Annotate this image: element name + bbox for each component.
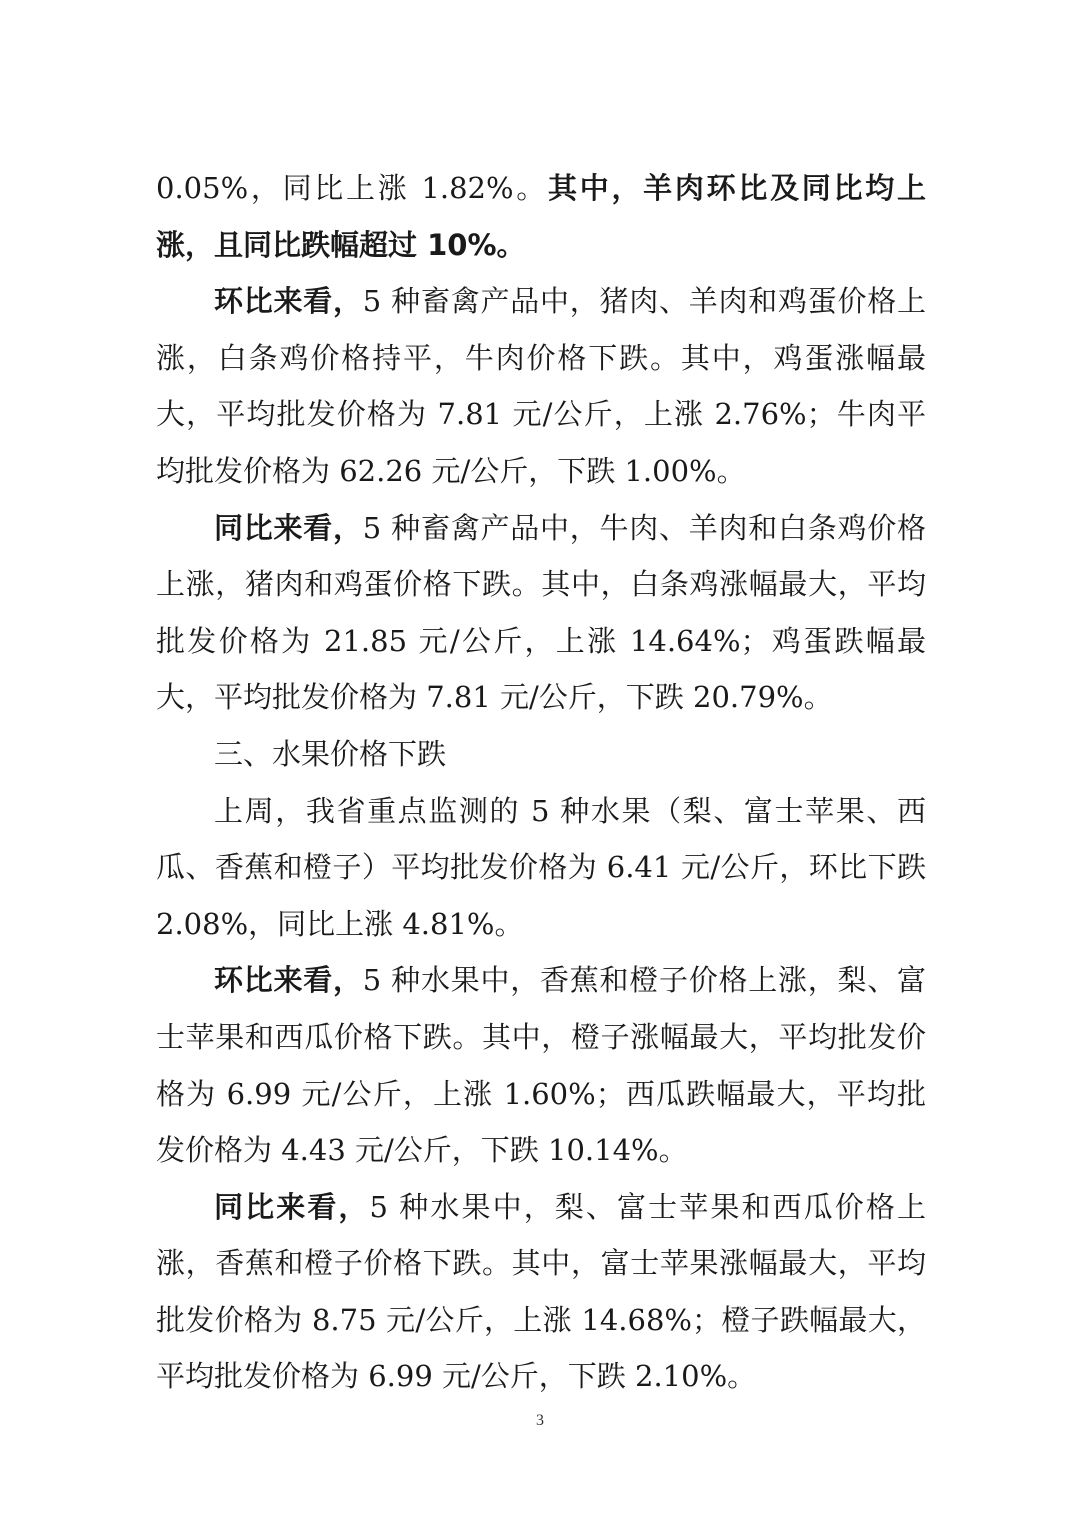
section-heading-fruit: 三、水果价格下跌 bbox=[214, 736, 447, 771]
paragraph-text: 5 种水果中，香蕉和橙子价格上涨，梨、富士苹果和西瓜价格下跌。其中，橙子涨幅最大，平均批发价格为 6.99 元/公斤，上涨 1.60%；西瓜跌幅最大，平均批发价格为 4.43 元/公斤，下跌 10.14%。 bbox=[156, 963, 926, 1168]
paragraph-text: 上周，我省重点监测的 5 种水果（梨、富士苹果、西瓜、香蕉和橙子）平均批发价格为 6.41 元/公斤，环比下跌 2.08%，同比上涨 4.81%。 bbox=[156, 793, 926, 941]
paragraph-livestock-year-on-year bbox=[156, 500, 926, 726]
paragraph-livestock-summary-end bbox=[156, 160, 926, 273]
paragraph-fruit-summary bbox=[156, 783, 926, 953]
bold-emphasis-text: 其中，羊肉环比及同比均上涨，且同比跌幅超过 10%。 bbox=[156, 171, 926, 262]
paragraph-lead-bold: 环比来看， bbox=[214, 963, 363, 998]
page-number: 3 bbox=[536, 1412, 544, 1429]
paragraph-lead-bold: 环比来看， bbox=[214, 284, 363, 319]
paragraph-fruit-year-on-year bbox=[156, 1179, 926, 1405]
paragraph-livestock-month-on-month bbox=[156, 273, 926, 499]
paragraph-fruit-month-on-month bbox=[156, 952, 926, 1178]
paragraph-text: 5 种水果中，梨、富士苹果和西瓜价格上涨，香蕉和橙子价格下跌。其中，富士苹果涨幅最大，平均批发价格为 8.75 元/公斤，上涨 14.68%；橙子跌幅最大，平均批发价格为 6.99 元/公斤，下跌 2.10%。 bbox=[156, 1189, 926, 1394]
paragraph-lead-bold: 同比来看， bbox=[214, 510, 363, 545]
paragraph-lead-bold: 同比来看， bbox=[214, 1189, 370, 1224]
paragraph-text: 5 种畜禽产品中，猪肉、羊肉和鸡蛋价格上涨，白条鸡价格持平，牛肉价格下跌。其中，鸡蛋涨幅最大，平均批发价格为 7.81 元/公斤，上涨 2.76%；牛肉平均批发价格为 62.26 元/公斤，下跌 1.00%。 bbox=[156, 284, 926, 488]
document-body bbox=[156, 160, 926, 1405]
paragraph-text: 5 种畜禽产品中，牛肉、羊肉和白条鸡价格上涨，猪肉和鸡蛋价格下跌。其中，白条鸡涨幅最大，平均批发价格为 21.85 元/公斤，上涨 14.64%；鸡蛋跌幅最大，平均批发价格为 7.81 元/公斤，下跌 20.79%。 bbox=[156, 510, 926, 715]
paragraph-text: 0.05%，同比上涨 1.82%。 bbox=[156, 171, 548, 205]
